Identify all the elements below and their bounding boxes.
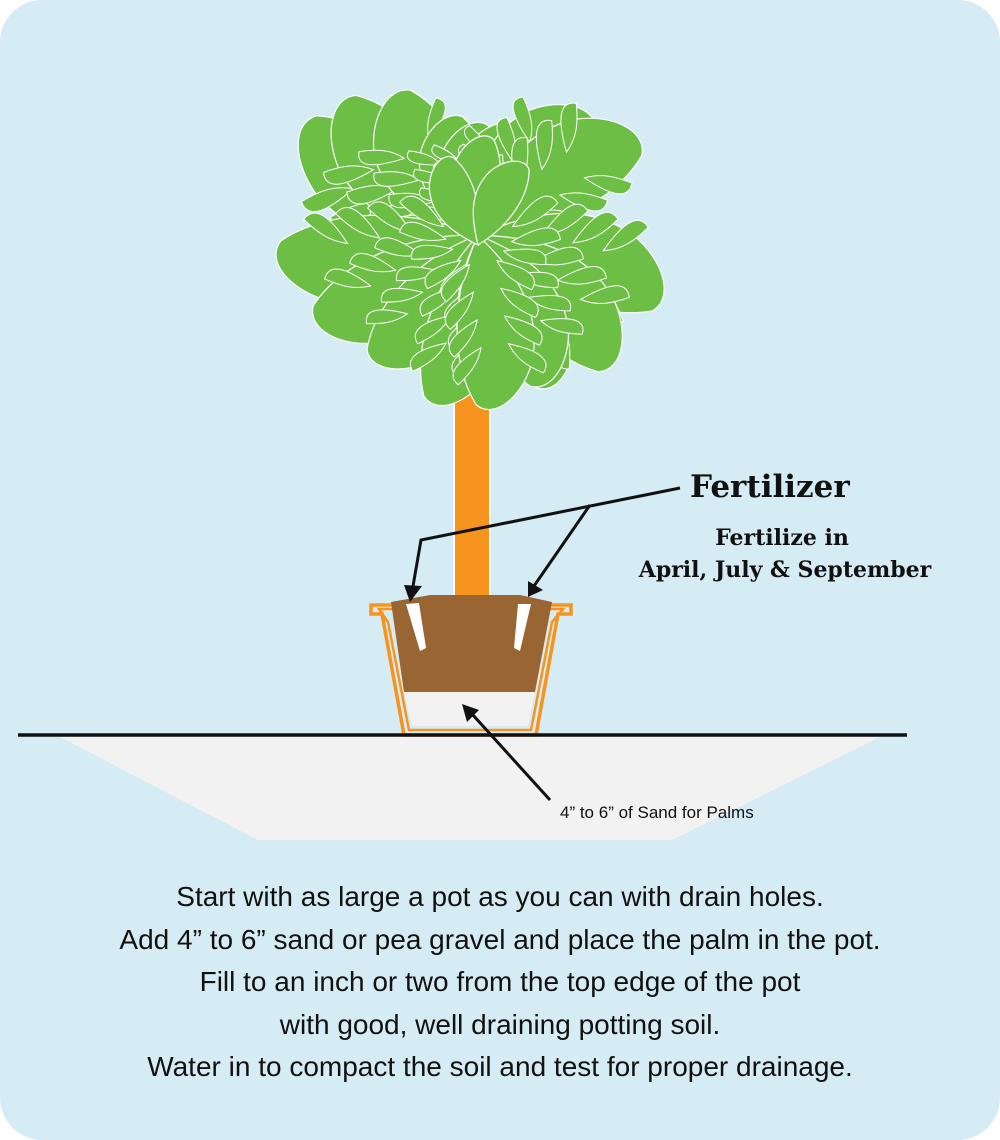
fertilize-months-line1: Fertilize in	[715, 525, 849, 551]
instruction-line: Fill to an inch or two from the top edge of the pot	[199, 966, 801, 997]
palm-crown	[269, 73, 681, 416]
fertilizer-heading: Fertilizer	[690, 469, 850, 505]
instruction-line: Start with as large a pot as you can with drain holes.	[176, 881, 824, 912]
sand-label: 4” to 6” of Sand for Palms	[560, 803, 754, 822]
ground-sand-bed	[60, 737, 880, 840]
fertilize-months-line2: April, July & September	[638, 557, 932, 583]
instruction-line: Add 4” to 6” sand or pea gravel and place the palm in the pot.	[119, 923, 881, 955]
instruction-line: with good, well draining potting soil.	[279, 1008, 721, 1040]
planting-instructions	[0, 876, 1000, 1089]
instruction-line: Water in to compact the soil and test for proper drainage.	[147, 1051, 853, 1082]
